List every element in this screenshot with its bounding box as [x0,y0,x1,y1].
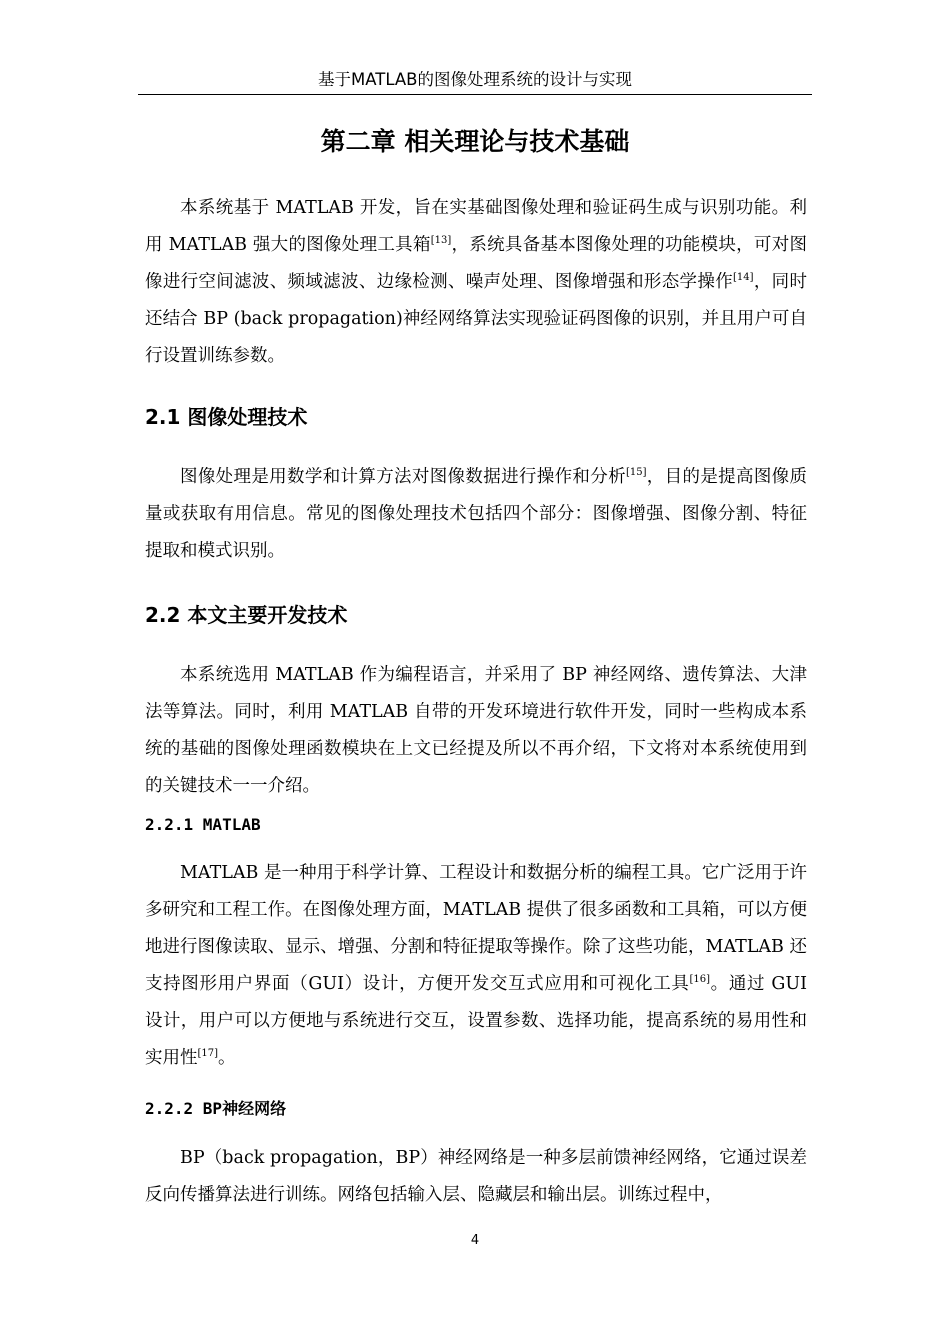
s21-text-1: 图像处理是用数学和计算方法对图像数据进行操作和分析 [180,467,626,487]
section-heading-2-2: 2.2 本文主要开发技术 [145,603,348,627]
citation-16: [16] [689,974,711,985]
section-heading-2-2-1: 2.2.1 MATLAB [145,815,261,834]
s222-text-1: BP（back propagation，BP）神经网络是一种多层前馈神经网络，它通过误差反向传播算法进行训练。网络包括输入层、隐藏层和输出层。训练过程中， [145,1148,807,1205]
section-2-1-paragraph [145,459,807,570]
s21-text-2: ，目的是提高图像质量或获取有用信息。常见的图像处理技术包括四个部分：图像增强、图像分割、特征提取和模式识别。 [145,467,808,561]
section-heading-2-1: 2.1 图像处理技术 [145,405,308,429]
section-2-2-paragraph [145,657,807,805]
s221-text-1: MATLAB 是一种用于科学计算、工程设计和数据分析的编程工具。它广泛用于许多研究和工程工作。在图像处理方面，MATLAB 提供了很多函数和工具箱，可以方便地进行图像读取、显示、增强、分割和特征提取等操作。除了这些功能，MATLAB 还支持图形用户界面（GUI）设计，方便开发交互式应用和可视化工具 [145,863,807,994]
intro-text-1: 本系统基于 MATLAB 开发，旨在实基础图像处理和验证码生成与识别功能。利用 MATLAB 强大的图像处理工具箱 [145,198,807,255]
intro-text-3: ，同时还结合 BP (back propagation)神经网络算法实现验证码图像的识别，并且用户可自行设置训练参数。 [145,272,808,366]
heading-2-2-2-cn: 神经网络 [222,1099,287,1118]
running-header: 基于MATLAB的图像处理系统的设计与实现 [318,70,632,89]
heading-2-2-2-prefix: 2.2.2 BP [145,1099,223,1118]
s221-text-3: 。 [218,1048,236,1068]
chapter-title: 第二章 相关理论与技术基础 [320,127,630,156]
s221-text-2: 。通过 GUI 设计，用户可以方便地与系统进行交互，设置参数、选择功能，提高系统的易用性和实用性 [145,974,807,1068]
s22-text-1: 本系统选用 MATLAB 作为编程语言，并采用了 BP 神经网络、遗传算法、大津法等算法。同时，利用 MATLAB 自带的开发环境进行软件开发，同时一些构成本系统的基础的图像处理函数模块在上文已经提及所以不再介绍，下文将对本系统使用到的关键技术一一介绍。 [145,665,807,796]
section-2-2-2-paragraph [145,1140,807,1214]
citation-13: [13] [430,235,452,246]
page-number: 4 [470,1233,480,1248]
section-heading-2-2-2 [145,1096,807,1122]
section-2-2-1-paragraph [145,855,807,1077]
citation-17: [17] [197,1048,219,1059]
header-rule [138,94,812,95]
citation-14: [14] [733,272,754,283]
intro-paragraph [145,190,807,375]
citation-15: [15] [625,467,647,478]
intro-text-2: ，系统具备基本图像处理的功能模块，可对图像进行空间滤波、频域滤波、边缘检测、噪声处理、图像增强和形态学操作 [145,235,807,292]
